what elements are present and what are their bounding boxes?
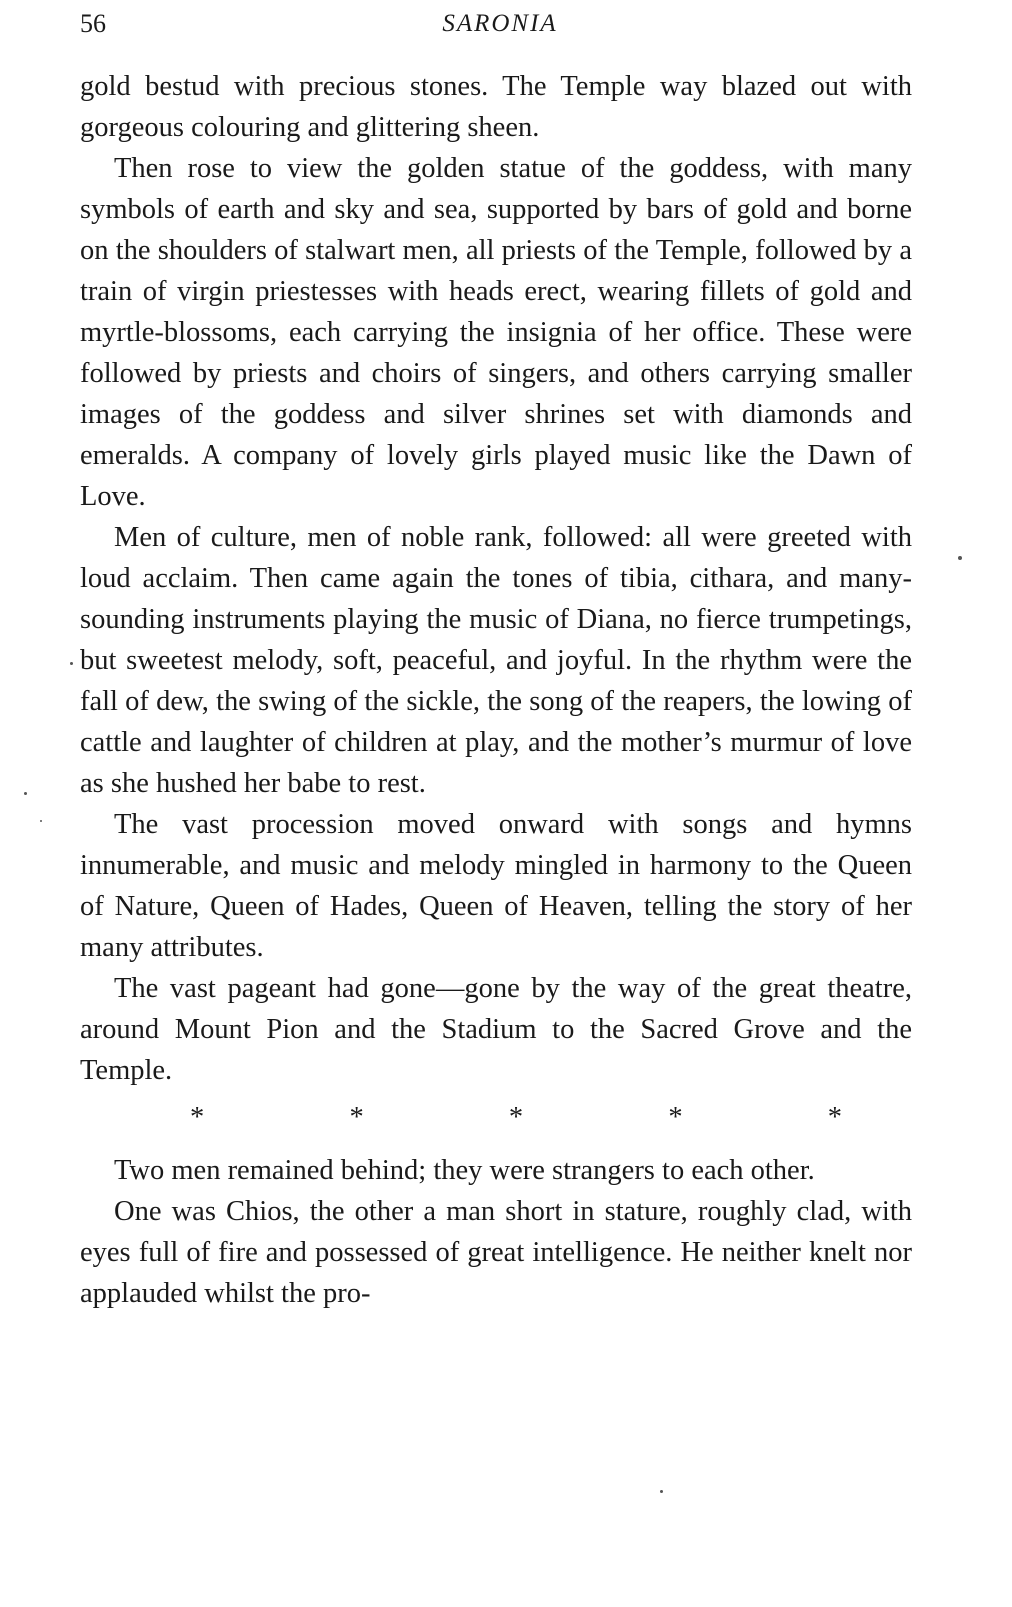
- paragraph-two-men: Two men remained behind; they were strangers to each other.: [114, 1155, 815, 1186]
- separator-star: *: [349, 1102, 364, 1133]
- paragraph-continued: gold bestud with precious stones. The Temple way blazed out with gorgeous colouring and glittering sheen.: [80, 71, 912, 143]
- paragraph-men-of-culture: Men of culture, men of noble rank, followed: all were greeted with loud acclaim. Then came again the tones of tibia, cithara, and many-sounding instruments playing the music of Diana, no fierce trumpetings, but sweetest melody, soft, peaceful, and joyful. In the rhythm were the fall of dew, the swing of the sickle, the song of the reapers, the lowing of cattle and laughter of children at play, and the mother’s murmur of love as she hushed her babe to rest.: [80, 522, 912, 799]
- section-separator: [80, 1097, 912, 1138]
- paragraph-golden-statue: Then rose to view the golden statue of the goddess, with many symbols of earth and sky and sea, supported by bars of gold and borne on the shoulders of stalwart men, all priests of the Temple, followed by a train of virgin priestesses with heads erect, wearing fillets of gold and myrtle-blossoms, each carrying the insignia of her office. These were followed by priests and choirs of singers, and others carrying smaller images of the goddess and silver shrines set with diamonds and emeralds. A company of lovely girls played music like the Dawn of Love.: [80, 153, 912, 512]
- print-speck: [660, 1490, 663, 1493]
- page-number: 56: [80, 9, 106, 38]
- paragraph-vast-procession: The vast procession moved onward with songs and hymns innumerable, and music and melody mingled in harmony to the Queen of Nature, Queen of Hades, Queen of Heaven, telling the story of her many attributes.: [80, 809, 912, 963]
- paragraph-chios: One was Chios, the other a man short in stature, roughly clad, with eyes full of fire and possessed of great intelligence. He neither knelt nor applauded whilst the pro-: [80, 1196, 912, 1309]
- running-title: SARONIA: [442, 10, 558, 37]
- separator-star: *: [668, 1102, 683, 1133]
- text-body: [80, 66, 912, 1314]
- print-speck: [70, 662, 73, 665]
- print-speck: [40, 820, 42, 822]
- paragraph-vast-pageant: The vast pageant had gone—gone by the way of the great theatre, around Mount Pion and the Stadium to the Sacred Grove and the Temple.: [80, 973, 912, 1086]
- separator-star: *: [827, 1102, 842, 1133]
- print-speck: [958, 556, 962, 560]
- print-speck: [24, 792, 27, 795]
- separator-star: *: [508, 1102, 524, 1133]
- separator-star: *: [190, 1102, 205, 1133]
- page-header: [80, 6, 910, 46]
